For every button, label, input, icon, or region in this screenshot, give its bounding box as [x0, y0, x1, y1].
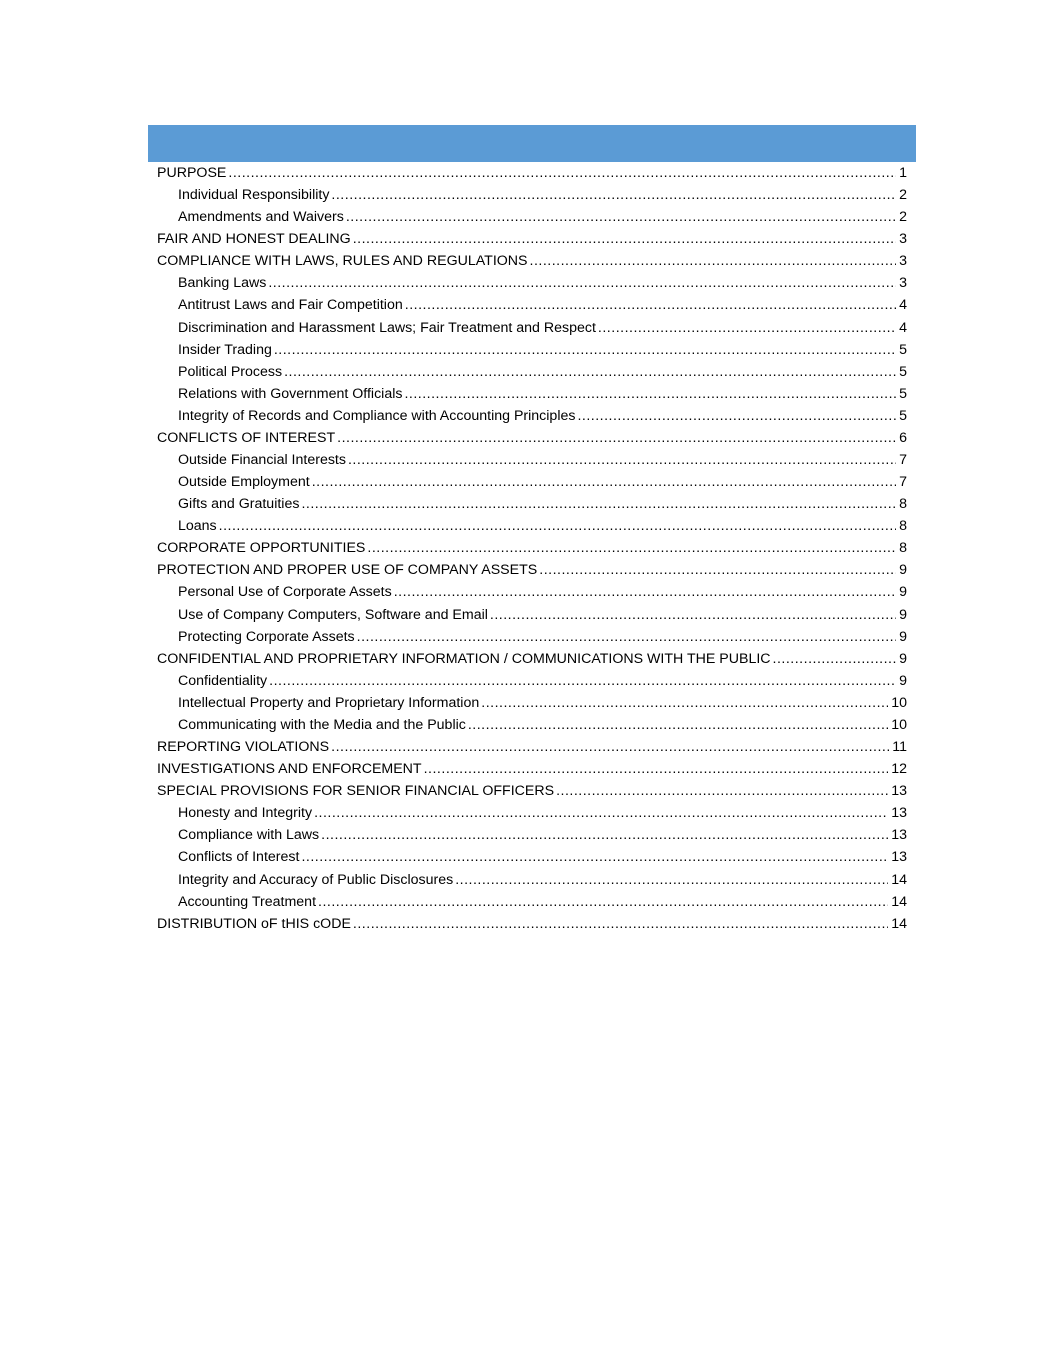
toc-page-number: 3: [899, 231, 907, 248]
toc-entry-title: Integrity and Accuracy of Public Disclosures: [178, 871, 454, 888]
toc-dot-leader: [353, 228, 896, 250]
toc-page-number: 7: [899, 452, 907, 469]
toc-page-number: 4: [899, 297, 907, 314]
toc-entry[interactable]: [157, 537, 907, 559]
toc-entry-title: Personal Use of Corporate Assets: [178, 584, 392, 601]
toc-entry-title: Insider Trading: [178, 341, 272, 358]
toc-page-number: 14: [891, 893, 907, 910]
toc-entry[interactable]: [157, 824, 907, 846]
toc-page-number: 13: [891, 783, 907, 800]
toc-dot-leader: [301, 493, 896, 515]
toc-entry[interactable]: [157, 913, 907, 935]
toc-page-number: 9: [899, 672, 907, 689]
toc-entry-title: PROTECTION AND PROPER USE OF COMPANY ASSETS: [157, 562, 538, 579]
toc-dot-leader: [353, 913, 888, 935]
toc-entry[interactable]: [157, 626, 907, 648]
toc-page-number: 3: [899, 253, 907, 270]
toc-entry[interactable]: [157, 802, 907, 824]
toc-page-number: 8: [899, 540, 907, 557]
toc-page-number: 12: [891, 761, 907, 778]
toc-dot-leader: [348, 449, 896, 471]
toc-page-number: 3: [899, 275, 907, 292]
toc-dot-leader: [539, 559, 896, 581]
toc-entry[interactable]: [157, 427, 907, 449]
toc-page-number: 14: [891, 915, 907, 932]
toc-dot-leader: [598, 317, 896, 339]
toc-dot-leader: [314, 802, 888, 824]
toc-entry-title: Accounting Treatment: [178, 893, 317, 910]
toc-entry[interactable]: [157, 670, 907, 692]
toc-dot-leader: [228, 162, 896, 184]
toc-page-number: 7: [899, 474, 907, 491]
toc-entry[interactable]: [157, 361, 907, 383]
toc-page-number: 13: [891, 805, 907, 822]
table-of-contents: [157, 162, 907, 935]
toc-page-number: 9: [899, 628, 907, 645]
toc-entry[interactable]: [157, 581, 907, 603]
toc-dot-leader: [468, 714, 888, 736]
toc-entry[interactable]: [157, 294, 907, 316]
toc-entry[interactable]: [157, 339, 907, 361]
toc-entry[interactable]: [157, 869, 907, 891]
toc-page-number: 9: [899, 584, 907, 601]
toc-dot-leader: [357, 626, 896, 648]
toc-dot-leader: [367, 537, 896, 559]
toc-entry[interactable]: [157, 604, 907, 626]
toc-entry[interactable]: [157, 692, 907, 714]
toc-page-number: 10: [891, 694, 907, 711]
toc-entry[interactable]: [157, 471, 907, 493]
toc-entry[interactable]: [157, 736, 907, 758]
toc-entry-title: Outside Employment: [178, 474, 310, 491]
toc-entry[interactable]: [157, 383, 907, 405]
toc-entry[interactable]: [157, 493, 907, 515]
toc-dot-leader: [773, 648, 897, 670]
toc-entry-title: Honesty and Integrity: [178, 805, 313, 822]
toc-dot-leader: [405, 294, 896, 316]
toc-dot-leader: [490, 604, 896, 626]
toc-entry[interactable]: [157, 184, 907, 206]
toc-dot-leader: [312, 471, 896, 493]
toc-entry[interactable]: [157, 317, 907, 339]
toc-entry[interactable]: [157, 714, 907, 736]
toc-entry-title: Conflicts of Interest: [178, 849, 300, 866]
toc-entry[interactable]: [157, 846, 907, 868]
toc-entry-title: Integrity of Records and Compliance with Accounting Principles: [178, 407, 576, 424]
toc-header-band: [148, 125, 916, 162]
toc-page-number: 13: [891, 849, 907, 866]
toc-page-number: 4: [899, 319, 907, 336]
toc-entry[interactable]: [157, 250, 907, 272]
toc-dot-leader: [481, 692, 888, 714]
toc-entry-title: Discrimination and Harassment Laws; Fair Treatment and Respect: [178, 319, 596, 336]
toc-page-number: 13: [891, 827, 907, 844]
toc-entry[interactable]: [157, 891, 907, 913]
toc-dot-leader: [268, 272, 896, 294]
toc-entry-title: Compliance with Laws: [178, 827, 320, 844]
toc-page-number: 5: [899, 385, 907, 402]
toc-page-number: 11: [892, 739, 907, 756]
toc-page-number: 1: [899, 165, 907, 181]
toc-page-number: 8: [899, 496, 907, 513]
toc-page-number: 5: [899, 407, 907, 424]
toc-entry-title: SPECIAL PROVISIONS FOR SENIOR FINANCIAL OFFICERS: [157, 783, 555, 800]
toc-entry-title: Outside Financial Interests: [178, 452, 346, 469]
toc-entry-title: Protecting Corporate Assets: [178, 628, 355, 645]
toc-entry-title: CONFIDENTIAL AND PROPRIETARY INFORMATION / COMMUNICATIONS WITH THE PUBLIC: [157, 650, 771, 667]
toc-dot-leader: [455, 869, 888, 891]
toc-dot-leader: [404, 383, 896, 405]
toc-entry[interactable]: [157, 648, 907, 670]
toc-entry[interactable]: [157, 449, 907, 471]
toc-page-number: 2: [899, 187, 907, 204]
toc-entry[interactable]: [157, 228, 907, 250]
toc-entry[interactable]: [157, 515, 907, 537]
toc-dot-leader: [394, 581, 896, 603]
toc-entry-title: DISTRIBUTION oF tHIS cODE: [157, 915, 351, 932]
toc-entry-title: Relations with Government Officials: [178, 385, 403, 402]
toc-entry-title: Intellectual Property and Proprietary Information: [178, 694, 480, 711]
toc-entry-title: Individual Responsibility: [178, 187, 330, 204]
toc-entry-title: Antitrust Laws and Fair Competition: [178, 297, 403, 314]
toc-entry-title: Confidentiality: [178, 672, 268, 689]
toc-entry[interactable]: [157, 206, 907, 228]
toc-dot-leader: [337, 427, 896, 449]
toc-dot-leader: [301, 846, 888, 868]
toc-entry[interactable]: [157, 780, 907, 802]
toc-entry-title: CORPORATE OPPORTUNITIES: [157, 540, 366, 557]
toc-dot-leader: [424, 758, 889, 780]
toc-dot-leader: [274, 339, 896, 361]
toc-dot-leader: [284, 361, 896, 383]
toc-page-number: 9: [899, 606, 907, 623]
toc-dot-leader: [331, 736, 889, 758]
toc-dot-leader: [321, 824, 888, 846]
toc-entry[interactable]: [157, 758, 907, 780]
toc-dot-leader: [530, 250, 897, 272]
toc-entry-title: Loans: [178, 518, 217, 535]
toc-entry-title: Gifts and Gratuities: [178, 496, 300, 513]
toc-page-number: 9: [899, 562, 907, 579]
toc-page-number: 2: [899, 209, 907, 226]
toc-entry-title: CONFLICTS OF INTEREST: [157, 429, 336, 446]
toc-entry-title: Communicating with the Media and the Public: [178, 716, 466, 733]
toc-page-number: 6: [899, 429, 907, 446]
toc-dot-leader: [346, 206, 896, 228]
toc-page-number: 5: [899, 341, 907, 358]
toc-page-number: 8: [899, 518, 907, 535]
toc-entry-title: Political Process: [178, 363, 283, 380]
toc-page-number: 5: [899, 363, 907, 380]
toc-dot-leader: [556, 780, 888, 802]
toc-entry[interactable]: [157, 162, 907, 184]
toc-page-number: 9: [899, 650, 907, 667]
toc-dot-leader: [318, 891, 888, 913]
toc-entry-title: INVESTIGATIONS AND ENFORCEMENT: [157, 761, 422, 778]
toc-entry-title: COMPLIANCE WITH LAWS, RULES AND REGULATIONS: [157, 253, 528, 270]
toc-entry-title: Banking Laws: [178, 275, 267, 292]
toc-entry-title: FAIR AND HONEST DEALING: [157, 231, 351, 248]
toc-entry[interactable]: [157, 405, 907, 427]
toc-dot-leader: [219, 515, 896, 537]
toc-page-number: 10: [891, 716, 907, 733]
toc-entry-title: REPORTING VIOLATIONS: [157, 739, 330, 756]
toc-entry[interactable]: [157, 559, 907, 581]
toc-dot-leader: [331, 184, 896, 206]
toc-dot-leader: [269, 670, 896, 692]
toc-entry[interactable]: [157, 272, 907, 294]
toc-entry-title: Use of Company Computers, Software and Email: [178, 606, 488, 623]
toc-dot-leader: [577, 405, 896, 427]
toc-entry-title: PURPOSE: [157, 165, 227, 181]
toc-page-number: 14: [891, 871, 907, 888]
toc-entry-title: Amendments and Waivers: [178, 209, 344, 226]
